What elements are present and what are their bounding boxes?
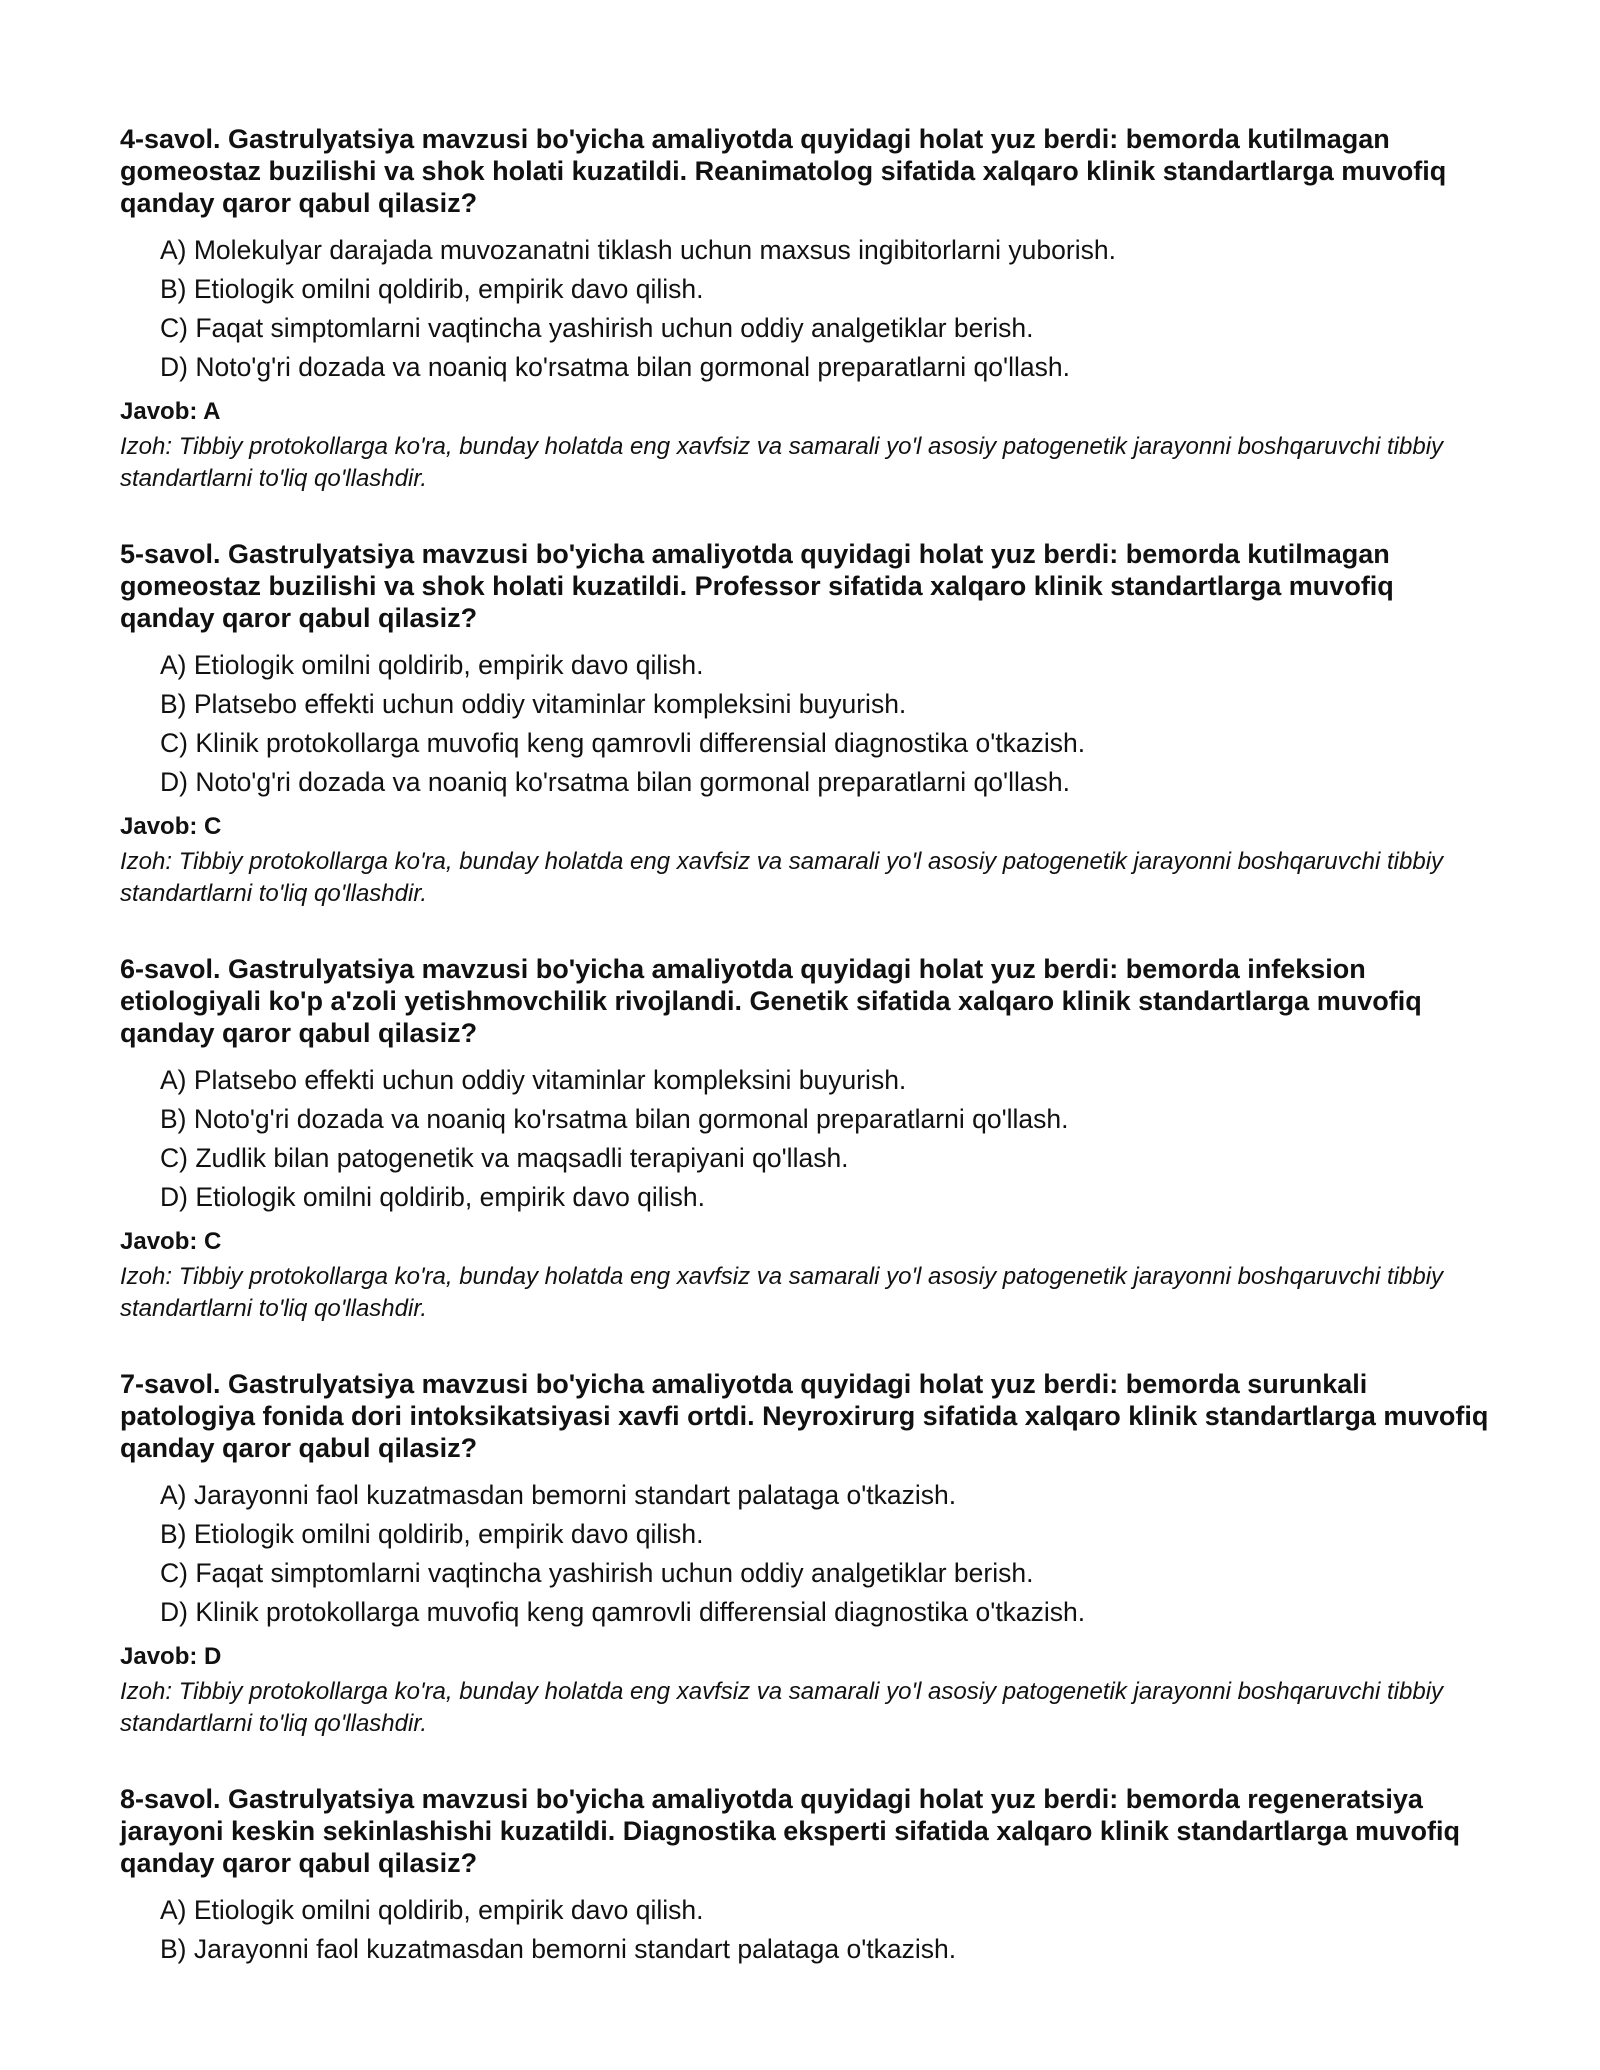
explanation-note: Izoh: Tibbiy protokollarga ko'ra, bunday holatda eng xavfsiz va samarali yo'l asosiy patogenetik jarayonni boshqaruvchi tibbiy standartlarni to'liq qo'llashdir.: [120, 1263, 1444, 1322]
explanation-note: Izoh: Tibbiy protokollarga ko'ra, bunday holatda eng xavfsiz va samarali yo'l asosiy patogenetik jarayonni boshqaruvchi tibbiy standartlarni to'liq qo'llashdir.: [120, 1678, 1444, 1737]
question-block: [120, 1368, 1490, 1740]
option-list: [120, 231, 1490, 387]
question-block: [120, 538, 1490, 910]
option-b: B) Platsebo effekti uchun oddiy vitaminlar kompleksini buyurish.: [160, 689, 907, 719]
option-b: B) Etiologik omilni qoldirib, empirik davo qilish.: [160, 1519, 704, 1549]
option-d: D) Noto'g'ri dozada va noaniq ko'rsatma bilan gormonal preparatlarni qo'llash.: [160, 352, 1070, 382]
option-d: D) Klinik protokollarga muvofiq keng qamrovli differensial diagnostika o'tkazish.: [160, 1597, 1086, 1627]
question-text: 8-savol. Gastrulyatsiya mavzusi bo'yicha amaliyotda quyidagi holat yuz berdi: bemorda regeneratsiya jarayoni keskin sekinlashishi kuzatildi. Diagnostika eksperti sifatida xalqaro klinik standartlarga muvofiq qanday qaror qabul qilasiz?: [120, 1784, 1460, 1878]
option-c: C) Faqat simptomlarni vaqtincha yashirish uchun oddiy analgetiklar berish.: [160, 313, 1034, 343]
option-a: A) Etiologik omilni qoldirib, empirik davo qilish.: [160, 650, 704, 680]
option-a: A) Etiologik omilni qoldirib, empirik davo qilish.: [160, 1895, 704, 1925]
question-text: 5-savol. Gastrulyatsiya mavzusi bo'yicha amaliyotda quyidagi holat yuz berdi: bemorda kutilmagan gomeostaz buzilishi va shok holati kuzatildi. Professor sifatida xalqaro klinik standartlarga muvofiq qanday qaror qabul qilasiz?: [120, 539, 1394, 633]
option-c: C) Klinik protokollarga muvofiq keng qamrovli differensial diagnostika o'tkazish.: [160, 728, 1086, 758]
option-d: D) Etiologik omilni qoldirib, empirik davo qilish.: [160, 1182, 705, 1212]
option-c: C) Zudlik bilan patogenetik va maqsadli terapiyani qo'llash.: [160, 1143, 849, 1173]
answer-label: Javob: A: [120, 398, 221, 425]
answer-label: Javob: D: [120, 1643, 222, 1670]
answer-label: Javob: C: [120, 1228, 222, 1255]
explanation-note: Izoh: Tibbiy protokollarga ko'ra, bunday holatda eng xavfsiz va samarali yo'l asosiy patogenetik jarayonni boshqaruvchi tibbiy standartlarni to'liq qo'llashdir.: [120, 848, 1444, 907]
answer-label: Javob: C: [120, 813, 222, 840]
question-block: [120, 953, 1490, 1325]
option-a: A) Molekulyar darajada muvozanatni tiklash uchun maxsus ingibitorlarni yuborish.: [160, 235, 1116, 265]
option-list: [120, 1891, 1490, 1969]
explanation-note: Izoh: Tibbiy protokollarga ko'ra, bunday holatda eng xavfsiz va samarali yo'l asosiy patogenetik jarayonni boshqaruvchi tibbiy standartlarni to'liq qo'llashdir.: [120, 433, 1444, 492]
option-c: C) Faqat simptomlarni vaqtincha yashirish uchun oddiy analgetiklar berish.: [160, 1558, 1034, 1588]
option-a: A) Jarayonni faol kuzatmasdan bemorni standart palataga o'tkazish.: [160, 1480, 957, 1510]
question-block: [120, 1783, 1490, 1969]
question-list: [120, 123, 1490, 2012]
option-a: A) Platsebo effekti uchun oddiy vitaminlar kompleksini buyurish.: [160, 1065, 907, 1095]
question-text: 6-savol. Gastrulyatsiya mavzusi bo'yicha amaliyotda quyidagi holat yuz berdi: bemorda infeksion etiologiyali ko'p a'zoli yetishmovchilik rivojlandi. Genetik sifatida xalqaro klinik standartlarga muvofiq qanday qaror qabul qilasiz?: [120, 954, 1422, 1048]
option-b: B) Noto'g'ri dozada va noaniq ko'rsatma bilan gormonal preparatlarni qo'llash.: [160, 1104, 1069, 1134]
option-b: B) Jarayonni faol kuzatmasdan bemorni standart palataga o'tkazish.: [160, 1934, 957, 1964]
question-block: [120, 123, 1490, 495]
option-list: [120, 646, 1490, 802]
option-b: B) Etiologik omilni qoldirib, empirik davo qilish.: [160, 274, 704, 304]
option-list: [120, 1061, 1490, 1217]
option-list: [120, 1476, 1490, 1632]
question-text: 7-savol. Gastrulyatsiya mavzusi bo'yicha amaliyotda quyidagi holat yuz berdi: bemorda surunkali patologiya fonida dori intoksikatsiyasi xavfi ortdi. Neyroxirurg sifatida xalqaro klinik standartlarga muvofiq qanday qaror qabul qilasiz?: [120, 1369, 1489, 1463]
option-d: D) Noto'g'ri dozada va noaniq ko'rsatma bilan gormonal preparatlarni qo'llash.: [160, 767, 1070, 797]
question-text: 4-savol. Gastrulyatsiya mavzusi bo'yicha amaliyotda quyidagi holat yuz berdi: bemorda kutilmagan gomeostaz buzilishi va shok holati kuzatildi. Reanimatolog sifatida xalqaro klinik standartlarga muvofiq qanday qaror qabul qilasiz?: [120, 124, 1447, 218]
